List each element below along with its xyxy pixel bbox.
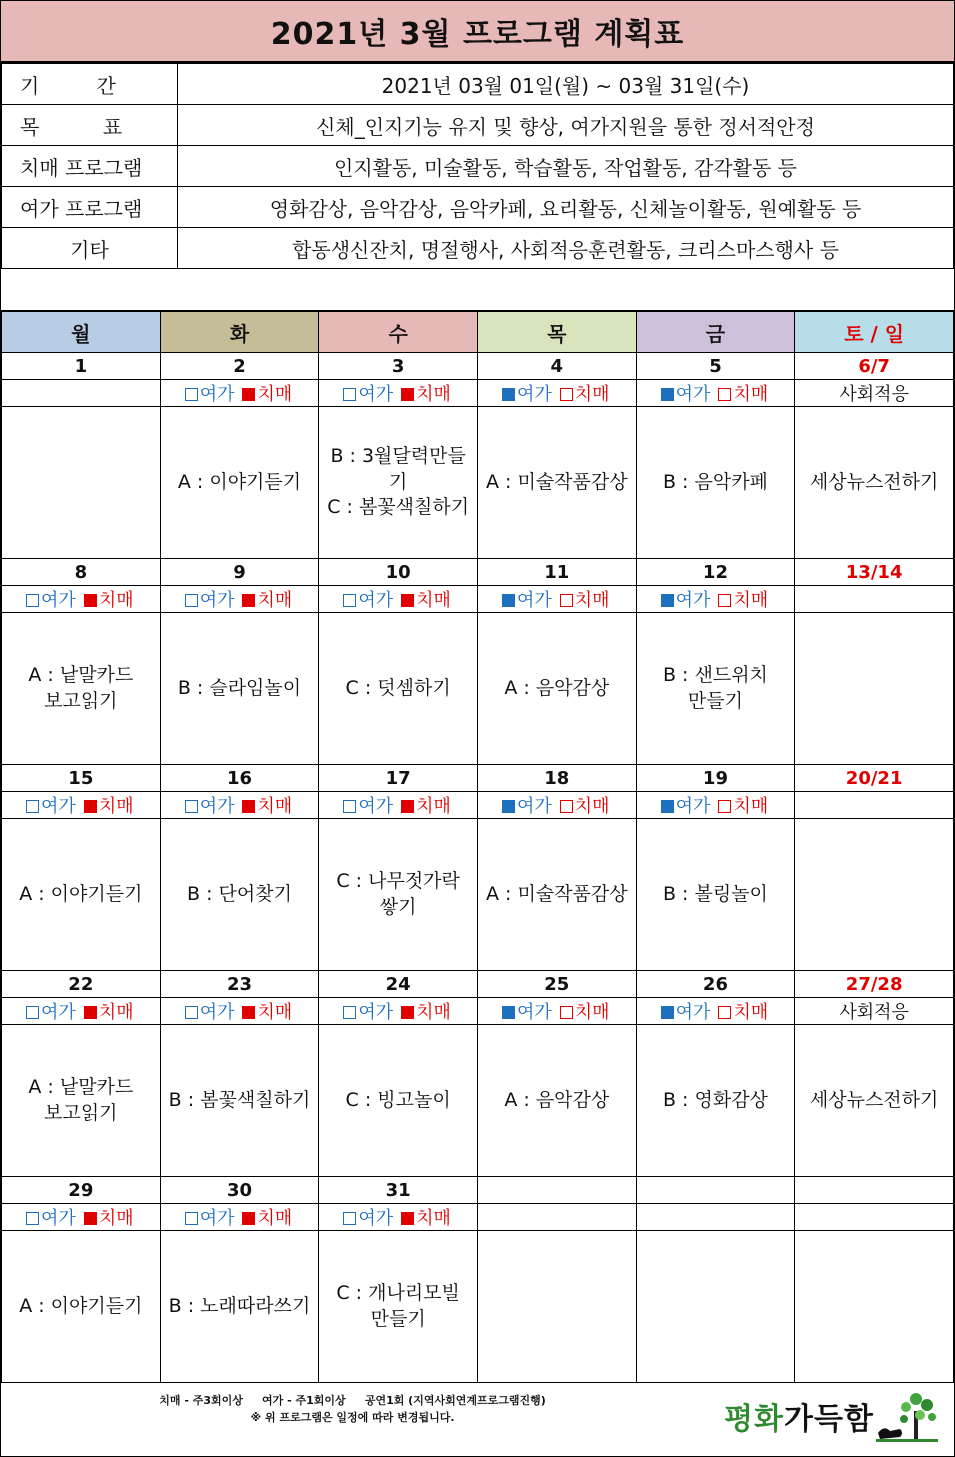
program-cell: [636, 613, 795, 765]
program-type-cell: [477, 380, 636, 407]
unchecked-box-icon: [718, 800, 731, 813]
program-type-cell: [2, 380, 161, 407]
program-row: [2, 819, 954, 971]
checked-box-icon: [401, 594, 414, 607]
program-type-cell: [636, 586, 795, 613]
unchecked-box-icon: [185, 594, 198, 607]
unchecked-box-icon: [343, 1212, 356, 1225]
program-text: 쌓기: [379, 895, 417, 918]
leisure-tag: 여가: [675, 590, 711, 611]
date-cell: 17: [319, 765, 478, 792]
leisure-tag: 여가: [41, 1002, 76, 1023]
program-cell: [319, 819, 478, 971]
date-cell: 20/21: [795, 765, 954, 792]
checked-box-icon: [401, 1212, 414, 1225]
program-text: C : 덧셈하기: [345, 676, 451, 699]
date-cell: 27/28: [795, 971, 954, 998]
logo-text-green: 평화: [724, 1402, 785, 1437]
program-type-cell: 사회적응: [795, 998, 954, 1025]
info-value: 합동생신잔치, 명절행사, 사회적응훈련활동, 크리스마스행사 등: [178, 228, 954, 269]
program-row: [2, 407, 954, 559]
program-text: 세상뉴스전하기: [809, 1088, 939, 1111]
date-cell: 10: [319, 559, 478, 586]
dementia-tag: 치매: [257, 1208, 293, 1229]
program-text: 기: [388, 470, 408, 493]
program-type-cell: [2, 586, 161, 613]
program-cell: [2, 407, 161, 559]
program-type-cell: [2, 998, 161, 1025]
checked-box-icon: [84, 1006, 97, 1019]
checked-box-icon: [401, 388, 414, 401]
date-row: [2, 353, 954, 380]
unchecked-box-icon: [560, 1006, 573, 1019]
program-text: A : 음악감상: [504, 676, 610, 699]
program-type-cell: 사회적응: [795, 380, 954, 407]
dementia-tag: 치매: [257, 1002, 293, 1023]
program-type-cell: [319, 998, 478, 1025]
dementia-tag: 치매: [98, 590, 134, 611]
program-type-row: [2, 380, 954, 407]
unchecked-box-icon: [343, 800, 356, 813]
leisure-tag: 여가: [675, 796, 711, 817]
info-value: 신체_인지기능 유지 및 향상, 여가지원을 통한 정서적안정: [178, 105, 954, 146]
info-label: 목 표: [2, 105, 178, 146]
date-cell: 13/14: [795, 559, 954, 586]
info-value: 2021년 03월 01일(월) ~ 03월 31일(수): [178, 64, 954, 105]
program-cell: [795, 407, 954, 559]
program-type-cell: [636, 792, 795, 819]
info-row-leisure: [2, 187, 954, 228]
weekday-header-cell: 수: [319, 312, 478, 353]
dementia-tag: 치매: [257, 384, 293, 405]
dementia-tag: 치매: [574, 384, 610, 405]
program-cell: [636, 407, 795, 559]
program-type-cell: [160, 998, 319, 1025]
program-cell: [477, 407, 636, 559]
unchecked-box-icon: [718, 594, 731, 607]
dementia-tag: 치매: [98, 1002, 134, 1023]
program-cell: [160, 1231, 319, 1383]
program-cell: [795, 1025, 954, 1177]
date-cell: [477, 1177, 636, 1204]
checked-box-icon: [242, 1006, 255, 1019]
program-type-cell: [636, 1204, 795, 1231]
program-type-cell: [636, 380, 795, 407]
date-cell: 5: [636, 353, 795, 380]
info-row-dementia: [2, 146, 954, 187]
program-type-cell: [477, 1204, 636, 1231]
unchecked-box-icon: [26, 800, 39, 813]
date-cell: 9: [160, 559, 319, 586]
dementia-tag: 치매: [733, 796, 769, 817]
program-cell: [477, 819, 636, 971]
date-cell: 19: [636, 765, 795, 792]
info-label: 기타: [2, 228, 178, 269]
unchecked-box-icon: [26, 1006, 39, 1019]
footer: [1, 1383, 954, 1449]
dementia-tag: 치매: [416, 1002, 451, 1023]
checked-box-icon: [502, 1006, 515, 1019]
program-type-cell: [319, 380, 478, 407]
program-cell: [160, 613, 319, 765]
checked-box-icon: [502, 388, 515, 401]
program-type-cell: [319, 586, 478, 613]
program-text: A : 낱말카드: [28, 663, 134, 686]
logo-text: [724, 1394, 874, 1438]
unchecked-box-icon: [185, 1006, 198, 1019]
program-cell: [319, 407, 478, 559]
checked-box-icon: [661, 1006, 674, 1019]
program-text: 세상뉴스전하기: [809, 470, 939, 493]
dementia-tag: 치매: [416, 1208, 451, 1229]
dementia-tag: 치매: [733, 590, 769, 611]
program-text: C : 나무젓가락: [336, 869, 460, 892]
leisure-tag: 여가: [358, 590, 394, 611]
date-cell: 16: [160, 765, 319, 792]
program-row: [2, 1231, 954, 1383]
dementia-tag: 치매: [733, 1002, 769, 1023]
program-cell: [2, 1025, 161, 1177]
checked-box-icon: [661, 800, 674, 813]
checked-box-icon: [502, 800, 515, 813]
dementia-tag: 치매: [98, 1208, 134, 1229]
date-cell: 6/7: [795, 353, 954, 380]
weekday-header-cell: 화: [160, 312, 319, 353]
checked-box-icon: [242, 1212, 255, 1225]
program-text: B : 봄꽃색칠하기: [168, 1088, 311, 1111]
program-text: B : 음악카페: [662, 470, 768, 493]
program-cell: [477, 613, 636, 765]
program-type-cell: [477, 998, 636, 1025]
calendar-table: [1, 311, 954, 1383]
program-cell: [160, 1025, 319, 1177]
program-cell: [319, 1025, 478, 1177]
program-text: B : 볼링놀이: [662, 882, 768, 905]
program-type-row: [2, 998, 954, 1025]
program-type-cell: [160, 380, 319, 407]
date-cell: 11: [477, 559, 636, 586]
date-cell: 23: [160, 971, 319, 998]
unchecked-box-icon: [343, 1006, 356, 1019]
leisure-tag: 여가: [199, 1208, 235, 1229]
dementia-tag: 치매: [416, 590, 451, 611]
leisure-tag: 여가: [199, 590, 235, 611]
checked-box-icon: [502, 594, 515, 607]
checked-box-icon: [84, 594, 97, 607]
unchecked-box-icon: [343, 594, 356, 607]
date-cell: 2: [160, 353, 319, 380]
program-cell: [477, 1025, 636, 1177]
footer-change-note: ※ 위 프로그램은 일정에 따라 변경됩니다.: [250, 1410, 455, 1424]
leisure-tag: 여가: [517, 590, 552, 611]
date-cell: 18: [477, 765, 636, 792]
leisure-tag: 여가: [358, 796, 394, 817]
program-text: B : 3월달력만들: [330, 445, 466, 468]
program-text: C : 개나리모빌: [336, 1281, 460, 1304]
program-text: A : 낱말카드: [28, 1075, 134, 1098]
date-cell: 31: [319, 1177, 478, 1204]
info-label: 치매 프로그램: [2, 146, 178, 187]
unchecked-box-icon: [185, 388, 198, 401]
unchecked-box-icon: [560, 388, 573, 401]
info-row-goal: [2, 105, 954, 146]
program-text: 만들기: [370, 1307, 426, 1330]
program-cell: [2, 819, 161, 971]
tree-bench-icon: [874, 1389, 940, 1443]
checked-box-icon: [661, 388, 674, 401]
info-label: 기 간: [2, 64, 178, 105]
dementia-tag: 치매: [416, 796, 451, 817]
info-table: [1, 63, 954, 269]
program-cell: [319, 613, 478, 765]
program-text: A : 이야기듣기: [19, 1294, 143, 1317]
unchecked-box-icon: [343, 388, 356, 401]
program-cell: [795, 613, 954, 765]
program-type-row: [2, 1204, 954, 1231]
weekday-header-cell: 목: [477, 312, 636, 353]
unchecked-box-icon: [560, 594, 573, 607]
program-cell: [160, 819, 319, 971]
leisure-tag: 여가: [199, 796, 235, 817]
date-row: [2, 765, 954, 792]
checked-box-icon: [401, 1006, 414, 1019]
program-type-cell: [319, 1204, 478, 1231]
date-cell: 26: [636, 971, 795, 998]
date-cell: 25: [477, 971, 636, 998]
checked-box-icon: [84, 1212, 97, 1225]
date-row: [2, 1177, 954, 1204]
program-text: A : 미술작품감상: [485, 470, 628, 493]
footer-notes: [1, 1393, 704, 1426]
program-type-cell: [160, 1204, 319, 1231]
program-type-cell: [795, 586, 954, 613]
dementia-tag: 치매: [574, 796, 610, 817]
leisure-tag: 여가: [199, 384, 235, 405]
program-text: A : 미술작품감상: [485, 882, 628, 905]
program-type-cell: [477, 792, 636, 819]
weekday-header-cell: 토 / 일: [795, 312, 954, 353]
date-cell: 15: [2, 765, 161, 792]
program-text: 보고읽기: [44, 689, 118, 712]
date-cell: 12: [636, 559, 795, 586]
program-cell: [636, 1231, 795, 1383]
leisure-tag: 여가: [517, 384, 552, 405]
program-text: B : 영화감상: [662, 1088, 768, 1111]
page-title: 2021년 3월 프로그램 계획표: [1, 1, 954, 63]
program-type-cell: [636, 998, 795, 1025]
weekday-header-cell: 월: [2, 312, 161, 353]
program-cell: [2, 613, 161, 765]
program-type-cell: [2, 1204, 161, 1231]
date-cell: 24: [319, 971, 478, 998]
checked-box-icon: [661, 594, 674, 607]
dementia-tag: 치매: [257, 590, 293, 611]
leisure-tag: 여가: [199, 1002, 235, 1023]
leisure-tag: 여가: [358, 384, 394, 405]
program-type-cell: [319, 792, 478, 819]
program-text: A : 음악감상: [504, 1088, 610, 1111]
date-cell: 1: [2, 353, 161, 380]
checked-box-icon: [242, 594, 255, 607]
program-text: C : 빙고놀이: [345, 1088, 451, 1111]
weekday-header-cell: 금: [636, 312, 795, 353]
unchecked-box-icon: [718, 1006, 731, 1019]
program-text: 보고읽기: [44, 1101, 118, 1124]
info-label: 여가 프로그램: [2, 187, 178, 228]
program-text: B : 단어찾기: [187, 882, 292, 905]
info-value: 영화감상, 음악감상, 음악카페, 요리활동, 신체놀이활동, 원예활동 등: [178, 187, 954, 228]
program-type-row: [2, 586, 954, 613]
unchecked-box-icon: [26, 594, 39, 607]
leisure-tag: 여가: [675, 384, 711, 405]
date-row: [2, 559, 954, 586]
program-cell: [636, 1025, 795, 1177]
dementia-tag: 치매: [574, 590, 610, 611]
program-type-cell: [160, 586, 319, 613]
leisure-tag: 여가: [41, 1208, 76, 1229]
info-row-etc: [2, 228, 954, 269]
date-cell: 30: [160, 1177, 319, 1204]
unchecked-box-icon: [560, 800, 573, 813]
unchecked-box-icon: [185, 1212, 198, 1225]
program-type-cell: [160, 792, 319, 819]
leisure-tag: 여가: [675, 1002, 711, 1023]
brand-logo: [724, 1389, 940, 1443]
date-cell: [795, 1177, 954, 1204]
leisure-tag: 여가: [358, 1002, 394, 1023]
program-type-row: [2, 792, 954, 819]
date-row: [2, 971, 954, 998]
dementia-tag: 치매: [257, 796, 293, 817]
date-cell: [636, 1177, 795, 1204]
program-text: B : 노래따라쓰기: [168, 1294, 311, 1317]
program-text: B : 슬라임놀이: [177, 676, 302, 699]
dementia-tag: 치매: [98, 796, 134, 817]
program-cell: [160, 407, 319, 559]
program-row: [2, 613, 954, 765]
checked-box-icon: [242, 388, 255, 401]
program-text: 만들기: [687, 689, 743, 712]
unchecked-box-icon: [718, 388, 731, 401]
program-cell: [636, 819, 795, 971]
leisure-tag: 여가: [358, 1208, 394, 1229]
program-cell: [795, 1231, 954, 1383]
spacer-row: [1, 269, 954, 311]
leisure-tag: 여가: [41, 590, 76, 611]
logo-text-dark: 가득함: [784, 1402, 874, 1437]
info-row-period: [2, 64, 954, 105]
dementia-tag: 치매: [733, 384, 769, 405]
checked-box-icon: [401, 800, 414, 813]
dementia-tag: 치매: [416, 384, 451, 405]
program-text: C : 봄꽃색칠하기: [327, 496, 470, 519]
checked-box-icon: [84, 800, 97, 813]
date-cell: 29: [2, 1177, 161, 1204]
program-cell: [477, 1231, 636, 1383]
program-text: A : 이야기듣기: [19, 882, 143, 905]
program-text: A : 이야기듣기: [177, 470, 302, 493]
program-cell: [2, 1231, 161, 1383]
footer-frequency-note: 치매 - 주3회이상 여가 - 주1회이상 공연1회 (지역사회연계프로그램진행): [159, 1394, 546, 1407]
unchecked-box-icon: [185, 800, 198, 813]
info-value: 인지활동, 미술활동, 학습활동, 작업활동, 감각활동 등: [178, 146, 954, 187]
date-cell: 8: [2, 559, 161, 586]
program-row: [2, 1025, 954, 1177]
leisure-tag: 여가: [41, 796, 76, 817]
weekday-header-row: [2, 312, 954, 353]
program-type-cell: [2, 792, 161, 819]
date-cell: 4: [477, 353, 636, 380]
unchecked-box-icon: [26, 1212, 39, 1225]
checked-box-icon: [242, 800, 255, 813]
date-cell: 22: [2, 971, 161, 998]
program-cell: [795, 819, 954, 971]
program-type-cell: [795, 792, 954, 819]
leisure-tag: 여가: [517, 1002, 552, 1023]
program-text: B : 샌드위치: [662, 663, 768, 686]
program-type-cell: [477, 586, 636, 613]
dementia-tag: 치매: [574, 1002, 610, 1023]
leisure-tag: 여가: [517, 796, 552, 817]
date-cell: 3: [319, 353, 478, 380]
program-type-cell: [795, 1204, 954, 1231]
program-cell: [319, 1231, 478, 1383]
